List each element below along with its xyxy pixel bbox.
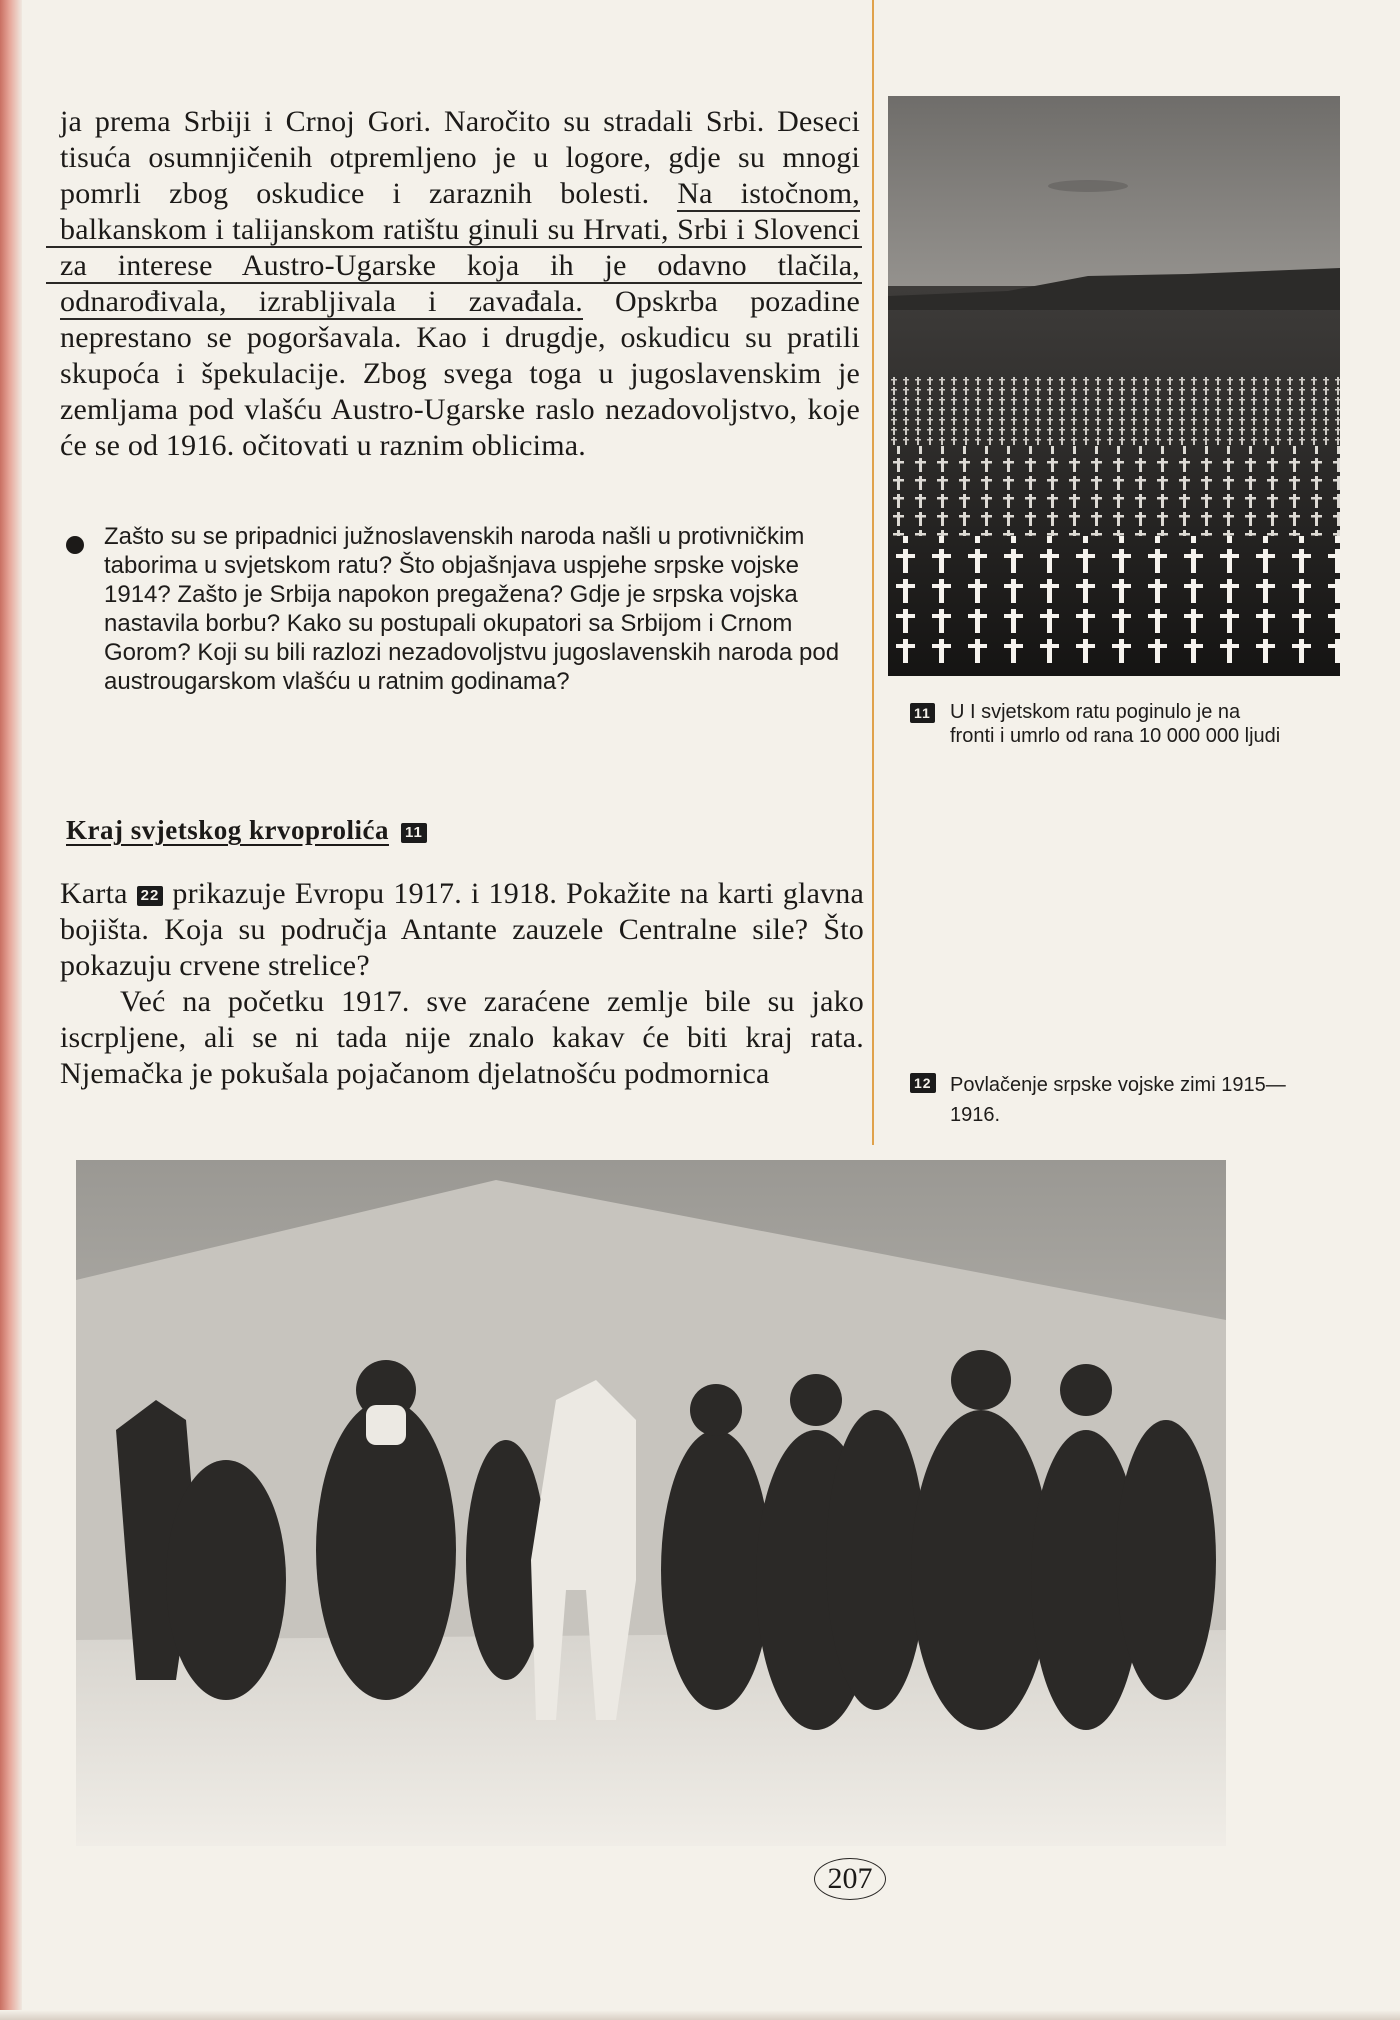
retreat-photo <box>76 1160 1226 1846</box>
page-number: 207 <box>814 1858 886 1900</box>
cemetery-photo <box>888 96 1340 676</box>
paragraph-1-start: ja prema Srbiji i Crnoj Gori. Naročito su stradali Srbi. Deseci tisuća osumnjičenih otpremljeno je u logore, gdje su mnogi pomrli zbog oskudice i zaraznih bolesti. <box>60 105 860 210</box>
figure-12-badge: 12 <box>910 1073 936 1093</box>
questions-text: Zašto su se pripadnici južnoslavenskih naroda našli u protivničkim taborima u svjetskom ratu? Što objašnjava uspjehe srpske vojske 1914? Zašto je Srbija napokon pregažena? Gdje je srpska vojska nastavila borbu? Kako su postupali okupatori sa Srbijom i Crnom Gorom? Koji su bili razlozi nezadovoljstvu jugoslavenskih naroda pod austrougarskom vlašću u ratnim godinama? <box>104 523 840 695</box>
figure-11-badge: 11 <box>910 703 935 723</box>
paragraph-1-end: Opskrba pozadine neprestano se pogoršavala. Kao i drugdje, oskudicu su pratili skupoća i špekulacije. Zbog svega toga u jugoslavenskim je zemljama pod vlašću Austro-Ugarske raslo nezadovoljstvo, koje će se od 1916. očitovati u raznim oblicima. <box>60 285 860 462</box>
bullet-icon <box>66 536 84 554</box>
page-edge-bottom <box>0 2010 1400 2020</box>
paragraph-2-start: Karta <box>60 877 137 910</box>
section-badge: 11 <box>401 823 427 843</box>
review-questions <box>60 522 870 696</box>
page-edge <box>0 0 22 2020</box>
column-divider <box>872 0 874 1145</box>
paragraph-1-underlined: Na istočnom, balkanskom i talijanskom ratištu ginuli su Hrvati, Srbi i Slovenci za interese Austro-Ugarske koja ih je odavno tlačila, odnarođivala, izrabljivala i zavađala. <box>60 177 860 318</box>
section-heading-text: Kraj svjetskog krvoprolića <box>66 815 389 845</box>
section-heading <box>66 815 427 846</box>
figure-12-caption <box>910 1070 1290 1130</box>
map-badge: 22 <box>137 886 164 906</box>
pencil-underline <box>46 246 862 248</box>
figure-12-caption-text: Povlačenje srpske vojske zimi 1915—1916. <box>950 1074 1286 1126</box>
paragraph-3 <box>60 984 864 1092</box>
paragraph-1 <box>60 104 860 464</box>
paragraph-2-rest: prikazuje Evropu 1917. i 1918. Pokažite na karti glavna bojišta. Koja su područja Antante zauzele Centralne sile? Što pokazuju crvene strelice? <box>60 877 864 982</box>
figure-11-caption <box>910 700 1290 748</box>
pencil-underline <box>46 282 862 284</box>
figure-11-caption-text: U I svjetskom ratu poginulo je na fronti i umrlo od rana 10 000 000 ljudi <box>950 701 1281 747</box>
paragraph-3-text: Već na početku 1917. sve zaraćene zemlje bile su jako iscrpljene, ali se ni tada nije znalo kakav će biti kraj rata. Njemačka je pokušala pojačanom djelatnošću podmornica <box>60 985 864 1090</box>
paragraph-2 <box>60 876 864 984</box>
